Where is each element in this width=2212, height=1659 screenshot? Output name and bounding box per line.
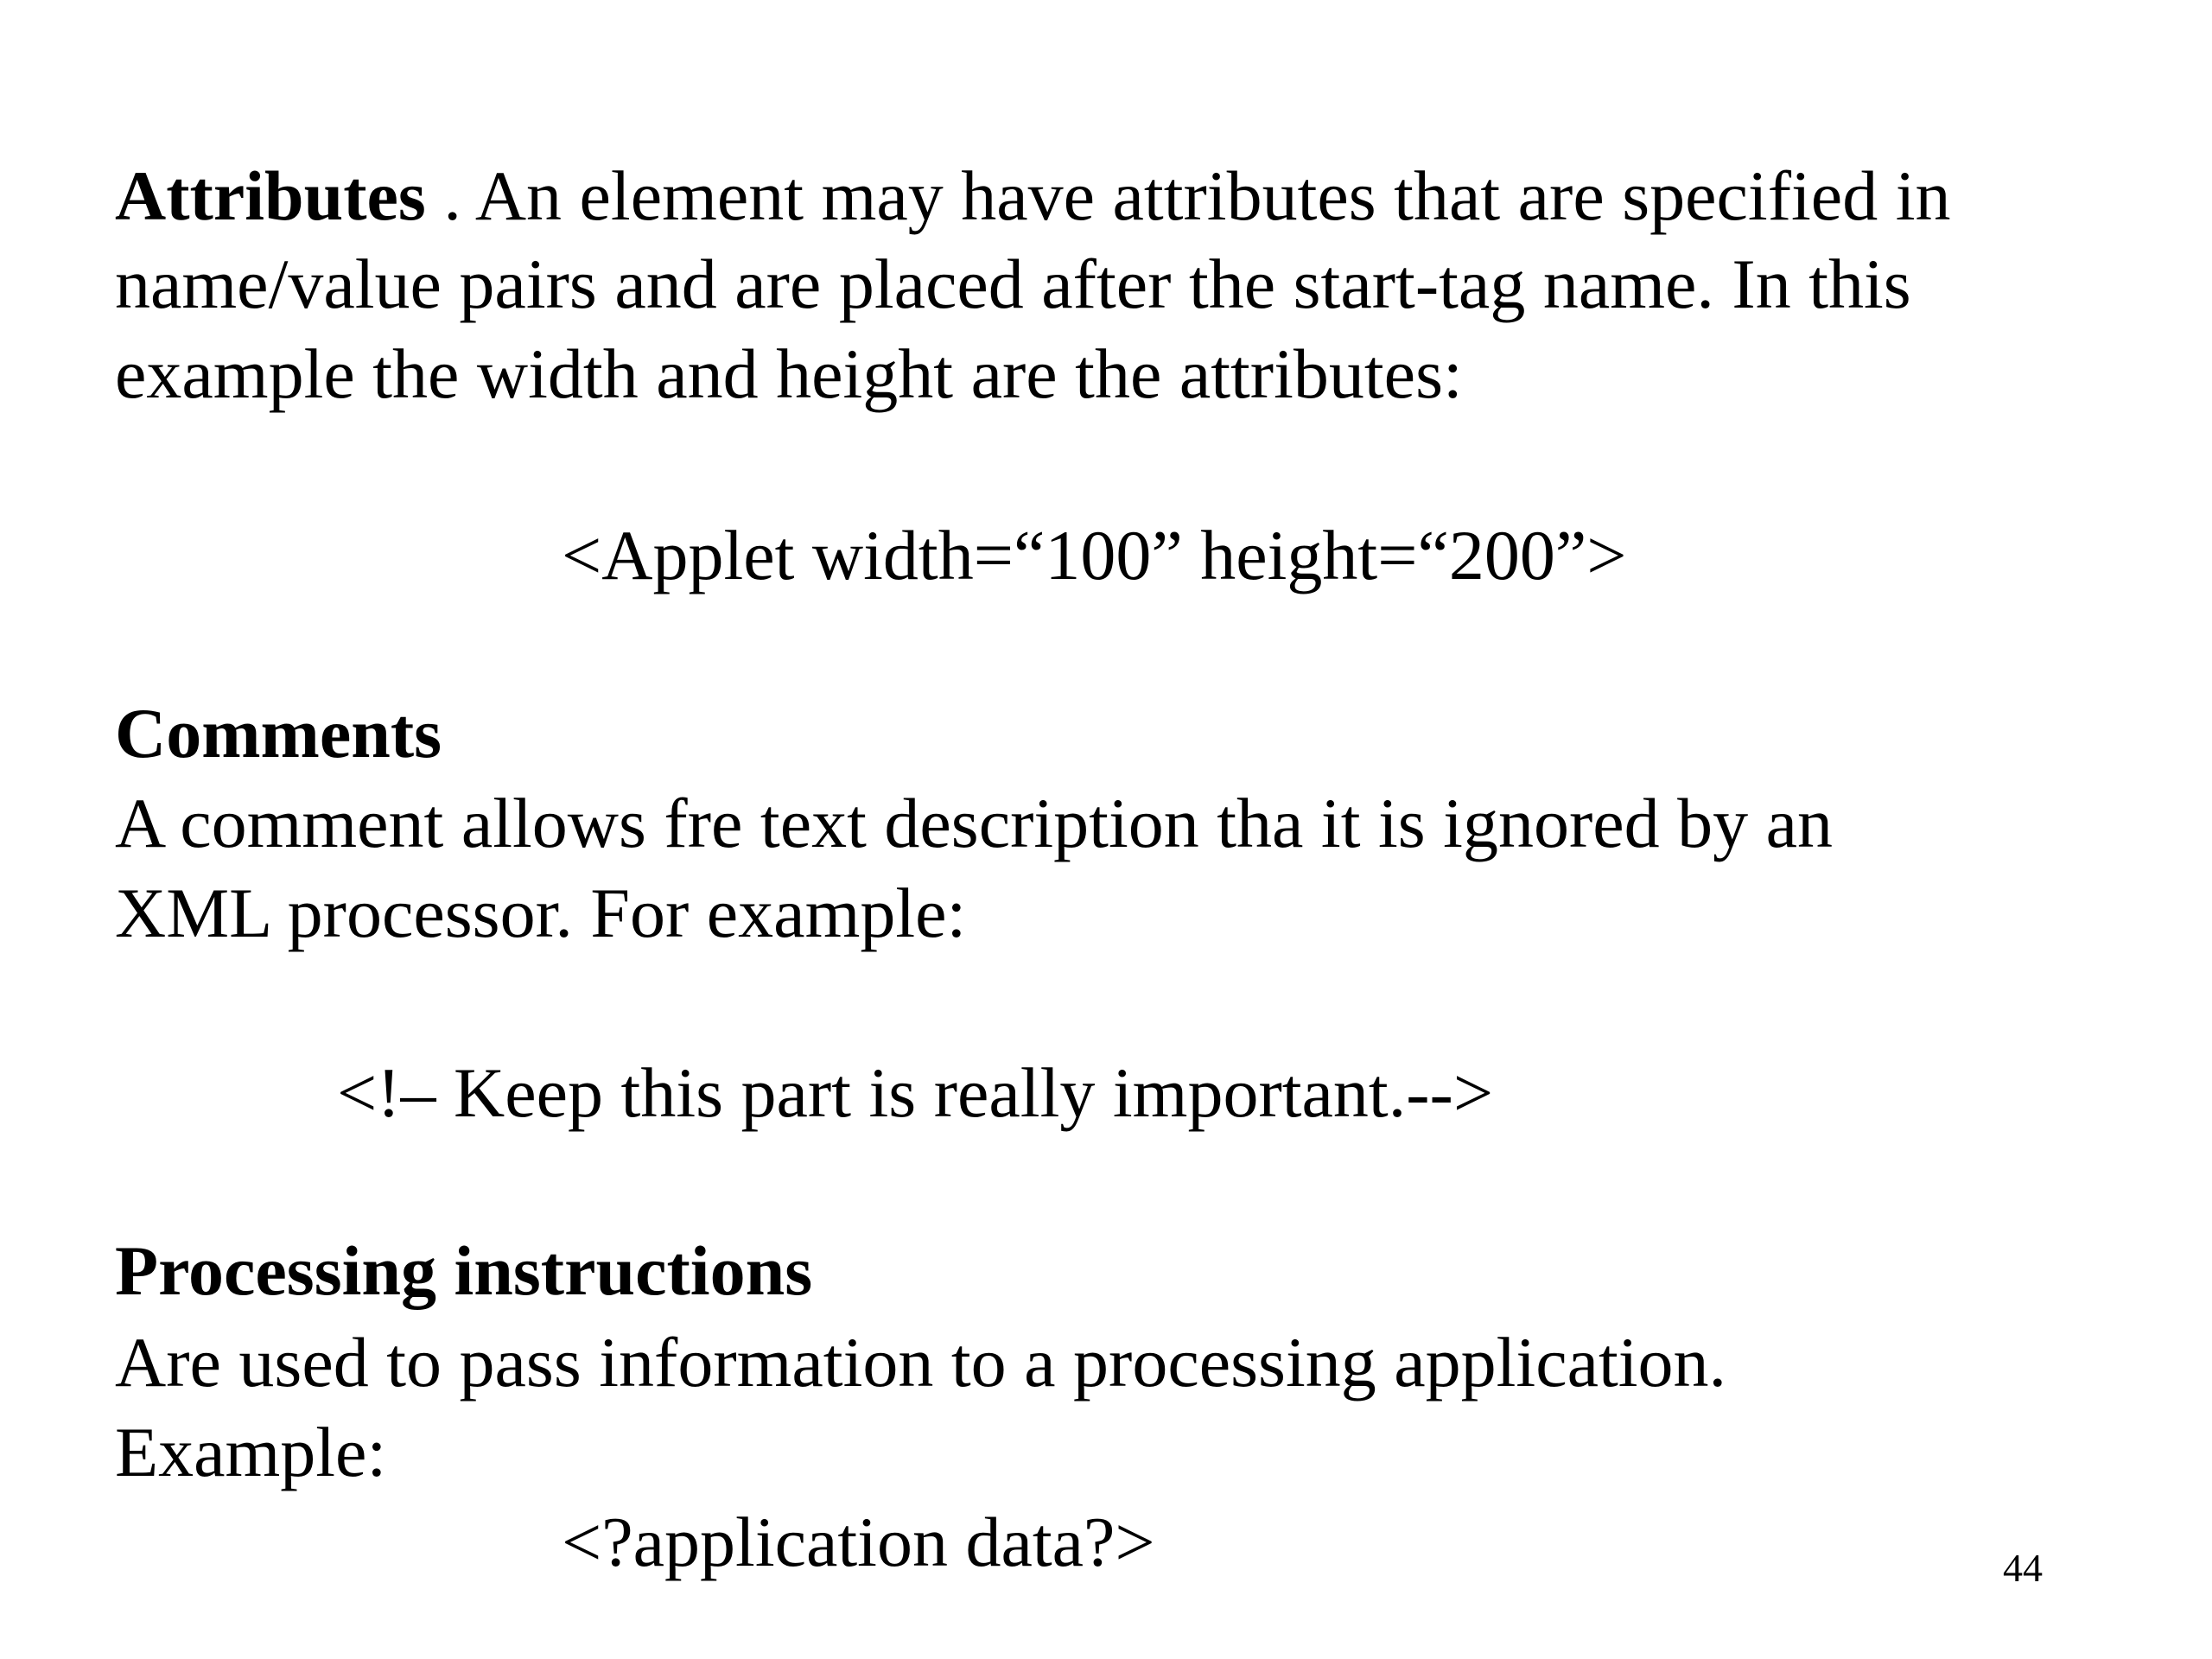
attributes-line-1 [115, 156, 1951, 235]
attributes-line-3: example the width and height are the attributes: [115, 334, 1463, 413]
comments-line-2: XML processor. For example: [115, 874, 967, 952]
processing-example: <?application data?> [562, 1503, 1155, 1581]
processing-heading: Processing instructions [115, 1231, 813, 1310]
attributes-heading: Attributes [115, 156, 426, 235]
processing-line-2: Example: [115, 1413, 387, 1491]
comments-heading: Comments [115, 694, 442, 772]
attributes-line-1-text: . An element may have attributes that are specified in [425, 156, 1951, 235]
page-number: 44 [2003, 1546, 2043, 1590]
attributes-example: <Applet width=“100” height=“200”> [562, 516, 1627, 594]
processing-line-1: Are used to pass information to a processing application. [115, 1323, 1727, 1402]
comments-line-1: A comment allows fre text description tha it is ignored by an [115, 784, 1834, 862]
attributes-line-2: name/value pairs and are placed after the start-tag name. In this [115, 245, 1911, 323]
comments-example: <!– Keep this part is really important.--> [337, 1053, 1494, 1132]
